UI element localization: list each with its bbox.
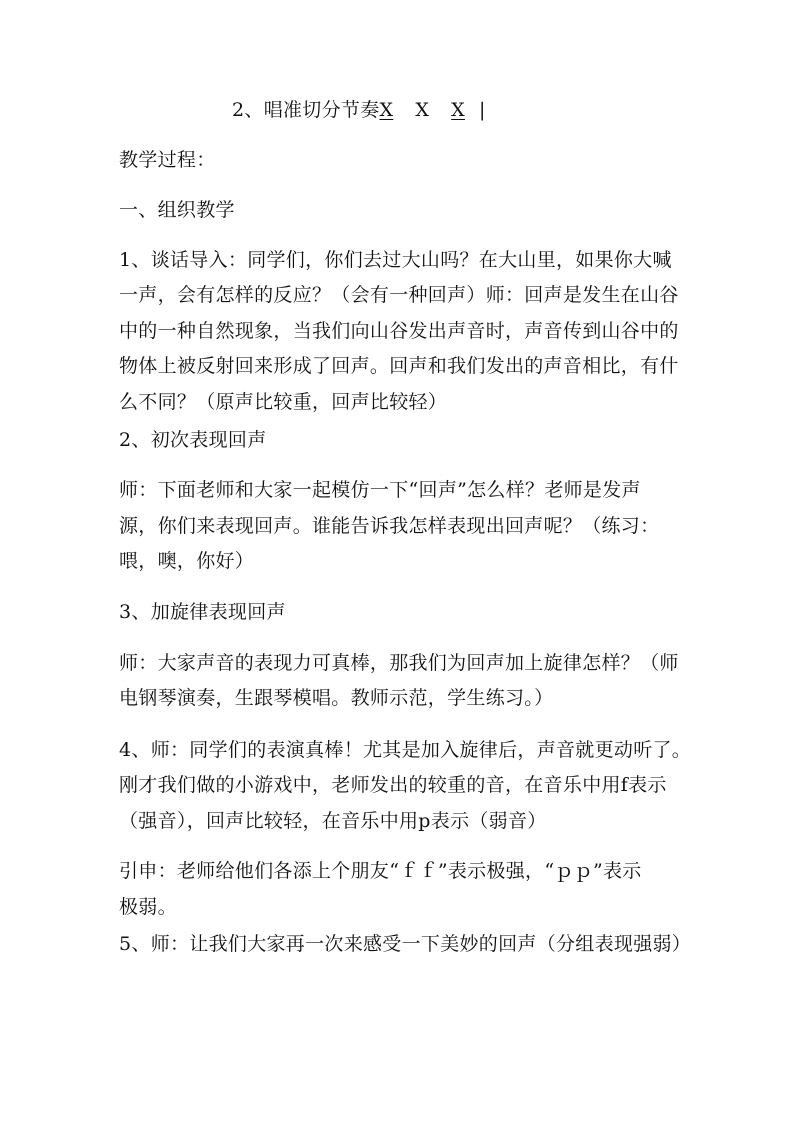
rhythm-line bbox=[232, 98, 486, 122]
rhythm-bar-line: | bbox=[478, 99, 486, 121]
paragraph-3-line-2: 电钢琴演奏，生跟琴模唱。教师示范，学生练习。） bbox=[119, 687, 554, 709]
paragraph-4-line-2: 刚才我们做的小游戏中，老师发出的较重的音，在音乐中用f表示 bbox=[119, 774, 667, 796]
rhythm-note-3: X bbox=[451, 99, 465, 121]
paragraph-2-line-2: 源，你们来表现回声。谁能告诉我怎样表现出回声呢？（练习： bbox=[119, 515, 660, 537]
rhythm-note-1: X bbox=[379, 99, 394, 121]
item-heading-3: 3、加旋律表现回声 bbox=[119, 601, 286, 623]
heading-teaching-process: 教学过程： bbox=[119, 149, 216, 171]
paragraph-1-line-3: 中的一种自然现象，当我们向山谷发出声音时，声音传到山谷中的 bbox=[119, 320, 679, 342]
paragraph-2-line-1: 师：下面老师和大家一起模仿一下“回声”怎么样？老师是发声 bbox=[119, 479, 641, 501]
paragraph-3-line-1: 师：大家声音的表现力可真棒，那我们为回声加上旋律怎样？（师 bbox=[119, 652, 679, 674]
paragraph-4-line-1: 4、师：同学们的表演真棒！尤其是加入旋律后，声音就更动听了。 bbox=[119, 739, 692, 761]
item-heading-2: 2、初次表现回声 bbox=[119, 429, 267, 451]
paragraph-5-line-2: 极弱。 bbox=[119, 896, 177, 918]
paragraph-5-line-1: 引申：老师给他们各添上个朋友“ｆｆ”表示极强，“ｐｐ”表示 bbox=[119, 860, 642, 882]
paragraph-4-line-3: （强音），回声比较轻，在音乐中用p表示（弱音） bbox=[119, 810, 547, 832]
rhythm-line-label: 2、唱准切分节奏 bbox=[232, 99, 380, 121]
paragraph-1-line-2: 一声，会有怎样的反应？（会有一种回声）师：回声是发生在山谷 bbox=[119, 284, 679, 306]
paragraph-1-line-4: 物体上被反射回来形成了回声。回声和我们发出的声音相比，有什 bbox=[119, 355, 679, 377]
section-heading-organize: 一、组织教学 bbox=[119, 199, 235, 221]
paragraph-2-line-3: 喂，噢，你好） bbox=[119, 550, 255, 572]
paragraph-6-line-1: 5、师：让我们大家再一次来感受一下美妙的回声（分组表现强弱） bbox=[119, 933, 692, 955]
paragraph-1-line-1: 1、谈话导入：同学们，你们去过大山吗？在大山里，如果你大喊 bbox=[119, 249, 672, 271]
rhythm-note-2: X bbox=[415, 99, 430, 121]
paragraph-1-line-5: 么不同？（原声比较重，回声比较轻） bbox=[119, 391, 448, 413]
